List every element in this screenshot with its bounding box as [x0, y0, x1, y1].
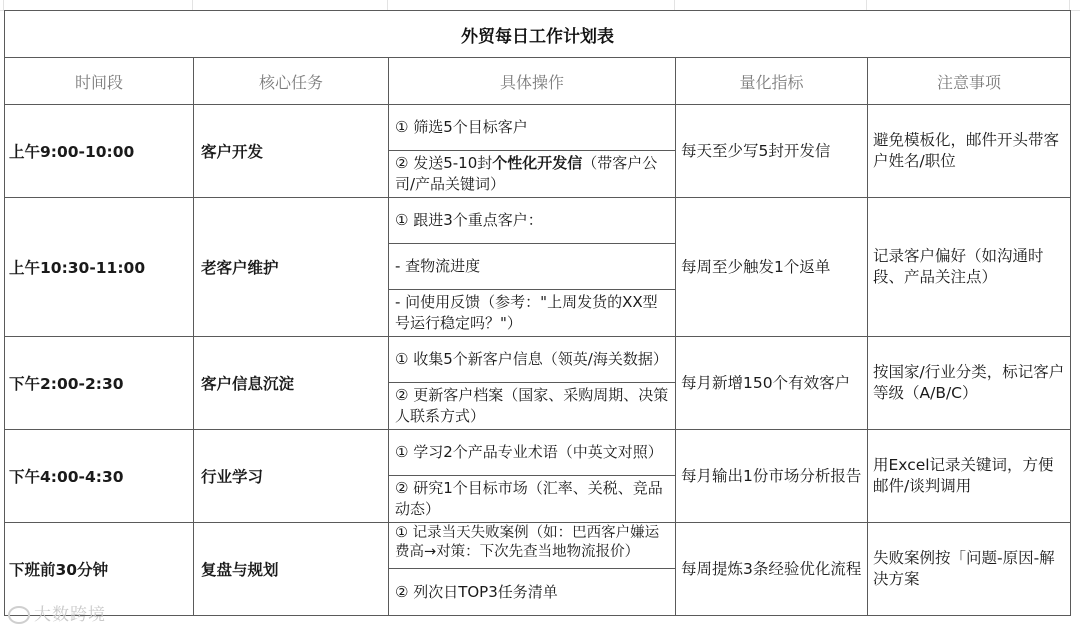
watermark	[8, 600, 106, 625]
header-ops[interactable]: 具体操作	[389, 58, 676, 105]
op-item[interactable]: ② 更新客户档案（国家、采购周期、决策人联系方式）	[395, 386, 669, 425]
header-note[interactable]: 注意事项	[868, 58, 1071, 105]
op-text-prefix: ② 发送5-10封	[395, 154, 493, 172]
op-item[interactable]: ① 筛选5个目标客户	[389, 105, 675, 151]
table-row	[5, 198, 1071, 337]
cell-note[interactable]: 按国家/行业分类，标记客户等级（A/B/C）	[868, 337, 1071, 430]
cell-task[interactable]: 老客户维护	[194, 198, 389, 337]
cell-note[interactable]: 避免模板化，邮件开头带客户姓名/职位	[868, 105, 1071, 198]
cell-metric[interactable]: 每天至少写5封开发信	[676, 105, 868, 198]
op-item[interactable]: ② 研究1个目标市场（汇率、关税、竞品动态）	[395, 479, 663, 518]
cell-time[interactable]: 下午2:00-2:30	[5, 337, 194, 430]
cell-ops	[389, 523, 676, 616]
work-plan-table	[4, 10, 1071, 616]
table-row	[5, 337, 1071, 430]
op-item[interactable]	[389, 151, 675, 197]
cell-task[interactable]: 行业学习	[194, 430, 389, 523]
header-task[interactable]: 核心任务	[194, 58, 389, 105]
table-row	[5, 523, 1071, 616]
table-title[interactable]: 外贸每日工作计划表	[5, 11, 1071, 58]
cell-metric[interactable]: 每周提炼3条经验优化流程	[676, 523, 868, 616]
cell-time[interactable]: 下午4:00-4:30	[5, 430, 194, 523]
op-item[interactable]: ① 记录当天失败案例（如：巴西客户嫌运费高→对策：下次先查当地物流报价）	[389, 523, 675, 569]
cell-note[interactable]: 用Excel记录关键词，方便邮件/谈判调用	[868, 430, 1071, 523]
cell-ops	[389, 337, 676, 430]
op-item[interactable]: ② 列次日TOP3任务清单	[395, 582, 558, 601]
cell-metric[interactable]: 每月新增150个有效客户	[676, 337, 868, 430]
cell-time[interactable]: 上午10:30-11:00	[5, 198, 194, 337]
table-row	[5, 430, 1071, 523]
cell-task[interactable]: 客户信息沉淀	[194, 337, 389, 430]
table-row	[5, 105, 1071, 198]
op-item[interactable]: ① 学习2个产品专业术语（中英文对照）	[389, 430, 675, 476]
cell-ops	[389, 198, 676, 337]
cell-task[interactable]: 复盘与规划	[194, 523, 389, 616]
watermark-text: 大数跨境	[34, 605, 106, 625]
cell-time[interactable]: 下班前30分钟	[5, 523, 194, 616]
cell-metric[interactable]: 每月输出1份市场分析报告	[676, 430, 868, 523]
header-metric[interactable]: 量化指标	[676, 58, 868, 105]
cell-task[interactable]: 客户开发	[194, 105, 389, 198]
cell-metric[interactable]: 每周至少触发1个返单	[676, 198, 868, 337]
op-item[interactable]: - 查物流进度	[389, 244, 675, 290]
op-text-bold: 个性化开发信	[492, 154, 583, 172]
op-item[interactable]: ① 收集5个新客户信息（领英/海关数据）	[389, 337, 675, 383]
header-time[interactable]: 时间段	[5, 58, 194, 105]
cell-note[interactable]: 失败案例按「问题-原因-解决方案	[868, 523, 1071, 616]
op-item[interactable]: - 问使用反馈（参考："上周发货的XX型号运行稳定吗？"）	[395, 293, 658, 332]
cell-time[interactable]: 上午9:00-10:00	[5, 105, 194, 198]
header-row	[5, 58, 1071, 105]
brand-logo-icon	[8, 606, 30, 624]
cell-ops	[389, 105, 676, 198]
op-item[interactable]: ① 跟进3个重点客户：	[389, 198, 675, 244]
cell-ops	[389, 430, 676, 523]
op-text-suffix: （带客户公司/产品关键词）	[395, 154, 658, 193]
cell-note[interactable]: 记录客户偏好（如沟通时段、产品关注点）	[868, 198, 1071, 337]
